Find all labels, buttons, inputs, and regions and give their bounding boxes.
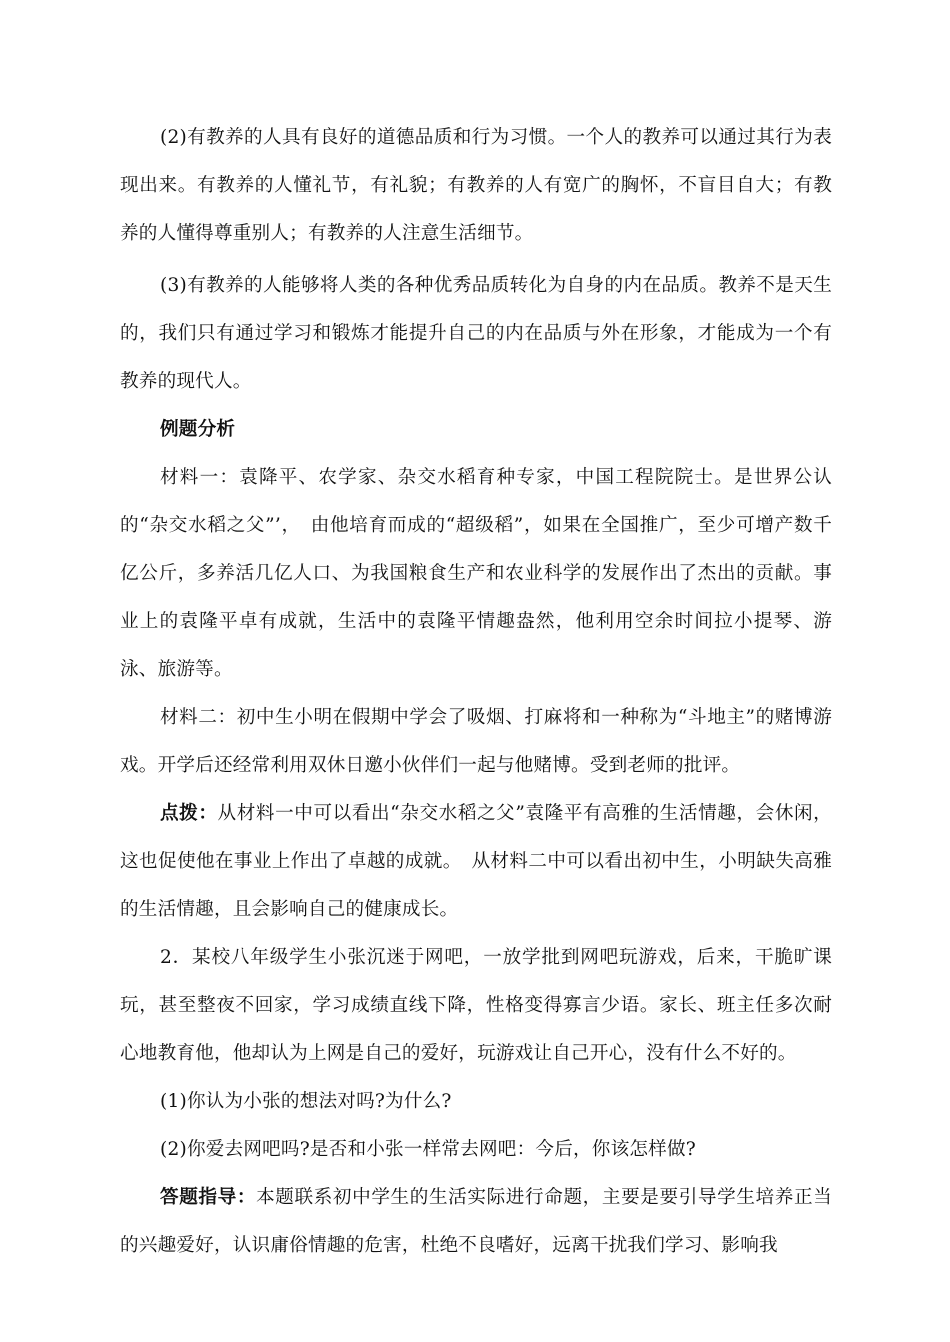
hint-label: 点拨： [160,803,218,824]
question-2-sub-2: (2)你爱去网吧吗?是否和小张一样常去网吧：今后，你该怎样做? [160,1139,696,1160]
paragraph-point-3: (3)有教养的人能够将人类的各种优秀品质转化为自身的内在品质。教养不是天生的，我们只有通过学习和锻炼才能提升自己的内在品质与外在形象，才能成为一个有教养的现代人。 [120,275,832,392]
material-one-paragraph: 材料一：袁降平、农学家、杂交水稻育种专家，中国工程院院士。是世界公认的“杂交水稻之父”’， 由他培育而成的“超级稻”，如果在全国推广，至少可增产数千亿公斤，多养活几亿人口、为我国粮食生产和农业科学的发展作出了杰出的贡献。事业上的袁隆平卓有成就，生活中的袁隆平情趣盎然，他利用空余时间拉小提琴、游泳、旅游等。 [120,467,832,680]
document-page [120,114,832,1270]
material-two-paragraph: 材料二：初中生小明在假期中学会了吸烟、打麻将和一种称为“斗地主”的赌博游戏。开学后还经常利用双休日邀小伙伴们一起与他赌博。受到老师的批评。 [120,707,832,776]
answer-guide-paragraph [120,1174,832,1270]
paragraph-point-2: (2)有教养的人具有良好的道德品质和行为习惯。一个人的教养可以通过其行为表现出来。有教养的人懂礼节，有礼貌；有教养的人有宽广的胸怀，不盲目自大；有教养的人懂得尊重别人；有教养的人注意生活细节。 [120,127,832,244]
answer-guide-label: 答题指导： [160,1187,257,1208]
question-2-sub-1: (1)你认为小张的想法对吗?为什么? [160,1091,452,1112]
hint-text: 从材料一中可以看出“杂交水稻之父”袁隆平有高雅的生活情趣，会休闲，这也促使他在事业上作出了卓越的成就。 从材料二中可以看出初中生，小明缺失高雅的生活情趣，且会影响自己的健康成长。 [120,803,832,920]
answer-guide-text: 本题联系初中学生的生活实际进行命题，主要是要引导学生培养正当的兴趣爱好，认识庸俗情趣的危害，杜绝不良嗜好，远离干扰我们学习、影响我 [120,1187,832,1256]
example-analysis-heading: 例题分析 [160,419,236,440]
hint-paragraph [120,790,832,934]
question-2-paragraph: 2．某校八年级学生小张沉迷于网吧，一放学批到网吧玩游戏，后来，干脆旷课玩，甚至整夜不回家，学习成绩直线下降，性格变得寡言少语。家长、班主任多次耐心地教育他，他却认为上网是自己的爱好，玩游戏让自己开心，没有什么不好的。 [120,947,832,1064]
